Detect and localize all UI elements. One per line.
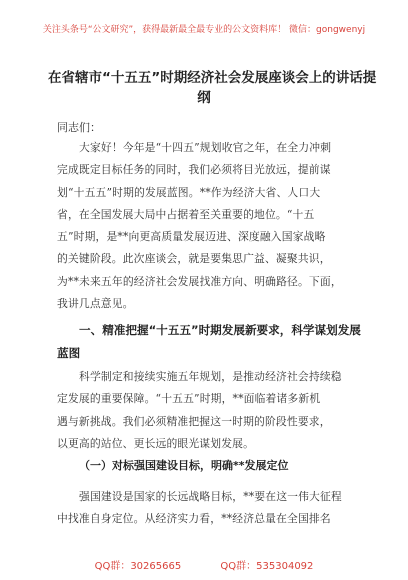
paragraph-line: 的关键阶段。此次座谈会，就是要集思广益、凝聚共识， [57, 252, 331, 266]
qq-group-2: QQ群：535304092 [220, 561, 314, 572]
document-title [48, 68, 377, 108]
paragraph-line: 大家好！今年是“十四五”规划收官之年，在全力冲刺 [79, 141, 332, 154]
title-line: 纲 [197, 90, 211, 106]
paragraph-line: 我讲几点意见。 [57, 297, 134, 311]
paragraph-section-2 [57, 486, 357, 531]
paragraph-line: 以更高的站位、更长远的眼光谋划发展。 [57, 436, 255, 450]
heading-line: 一、精准把握“十五五”时期发展新要求，科学谋划发展 [79, 323, 361, 337]
paragraph-line: 定发展的重要保障。“十五五”时期，**面临着诸多新机 [57, 392, 321, 406]
heading-line: （一）对标强国建设目标，明确**发展定位 [79, 459, 289, 472]
section-heading-2 [57, 455, 357, 477]
title-line: 在省辖市“十五五”时期经济社会发展座谈会上的讲话提 [48, 70, 377, 86]
paragraph-line: 划“十五五”时期的发展蓝图。**作为经济大省、人口大 [57, 185, 321, 199]
heading-line: 蓝图 [57, 346, 81, 360]
section-heading-1 [57, 319, 361, 365]
paragraph-line: 为**未来五年的经济社会发展找准方向、明确路径。下面， [57, 274, 342, 288]
salutation: 同志们： [57, 121, 101, 134]
qq-group-1: QQ群：30265665 [94, 561, 182, 572]
header-promo-banner: 关注头条号“公文研究”，获得最新最全最专业的公文资料库！ 微信：gongwenyj [42, 25, 366, 35]
paragraph-intro [57, 137, 357, 315]
paragraph-line: 五”时期，是**向更高质量发展迈进、深度融入国家战略 [57, 230, 326, 244]
paragraph-line: 中找准自身定位。从经济实力看，**经济总量在全国排名 [57, 512, 331, 526]
paragraph-line: 强国建设是国家的长远战略目标，**要在这一伟大征程 [79, 490, 342, 503]
paragraph-line: 完成既定目标任务的同时，我们必须将目光放远，提前谋 [57, 163, 331, 177]
paragraph-line: 省，在全国发展大局中占据着至关重要的地位。“十五 [57, 207, 315, 221]
paragraph-line: 科学制定和接续实施五年规划，是推动经济社会持续稳 [79, 370, 342, 383]
footer-contact-banner [0, 557, 408, 572]
paragraph-section-1 [57, 366, 357, 455]
paragraph-line: 遇与新挑战。我们必须精准把握这一时期的阶段性要求， [57, 414, 331, 428]
